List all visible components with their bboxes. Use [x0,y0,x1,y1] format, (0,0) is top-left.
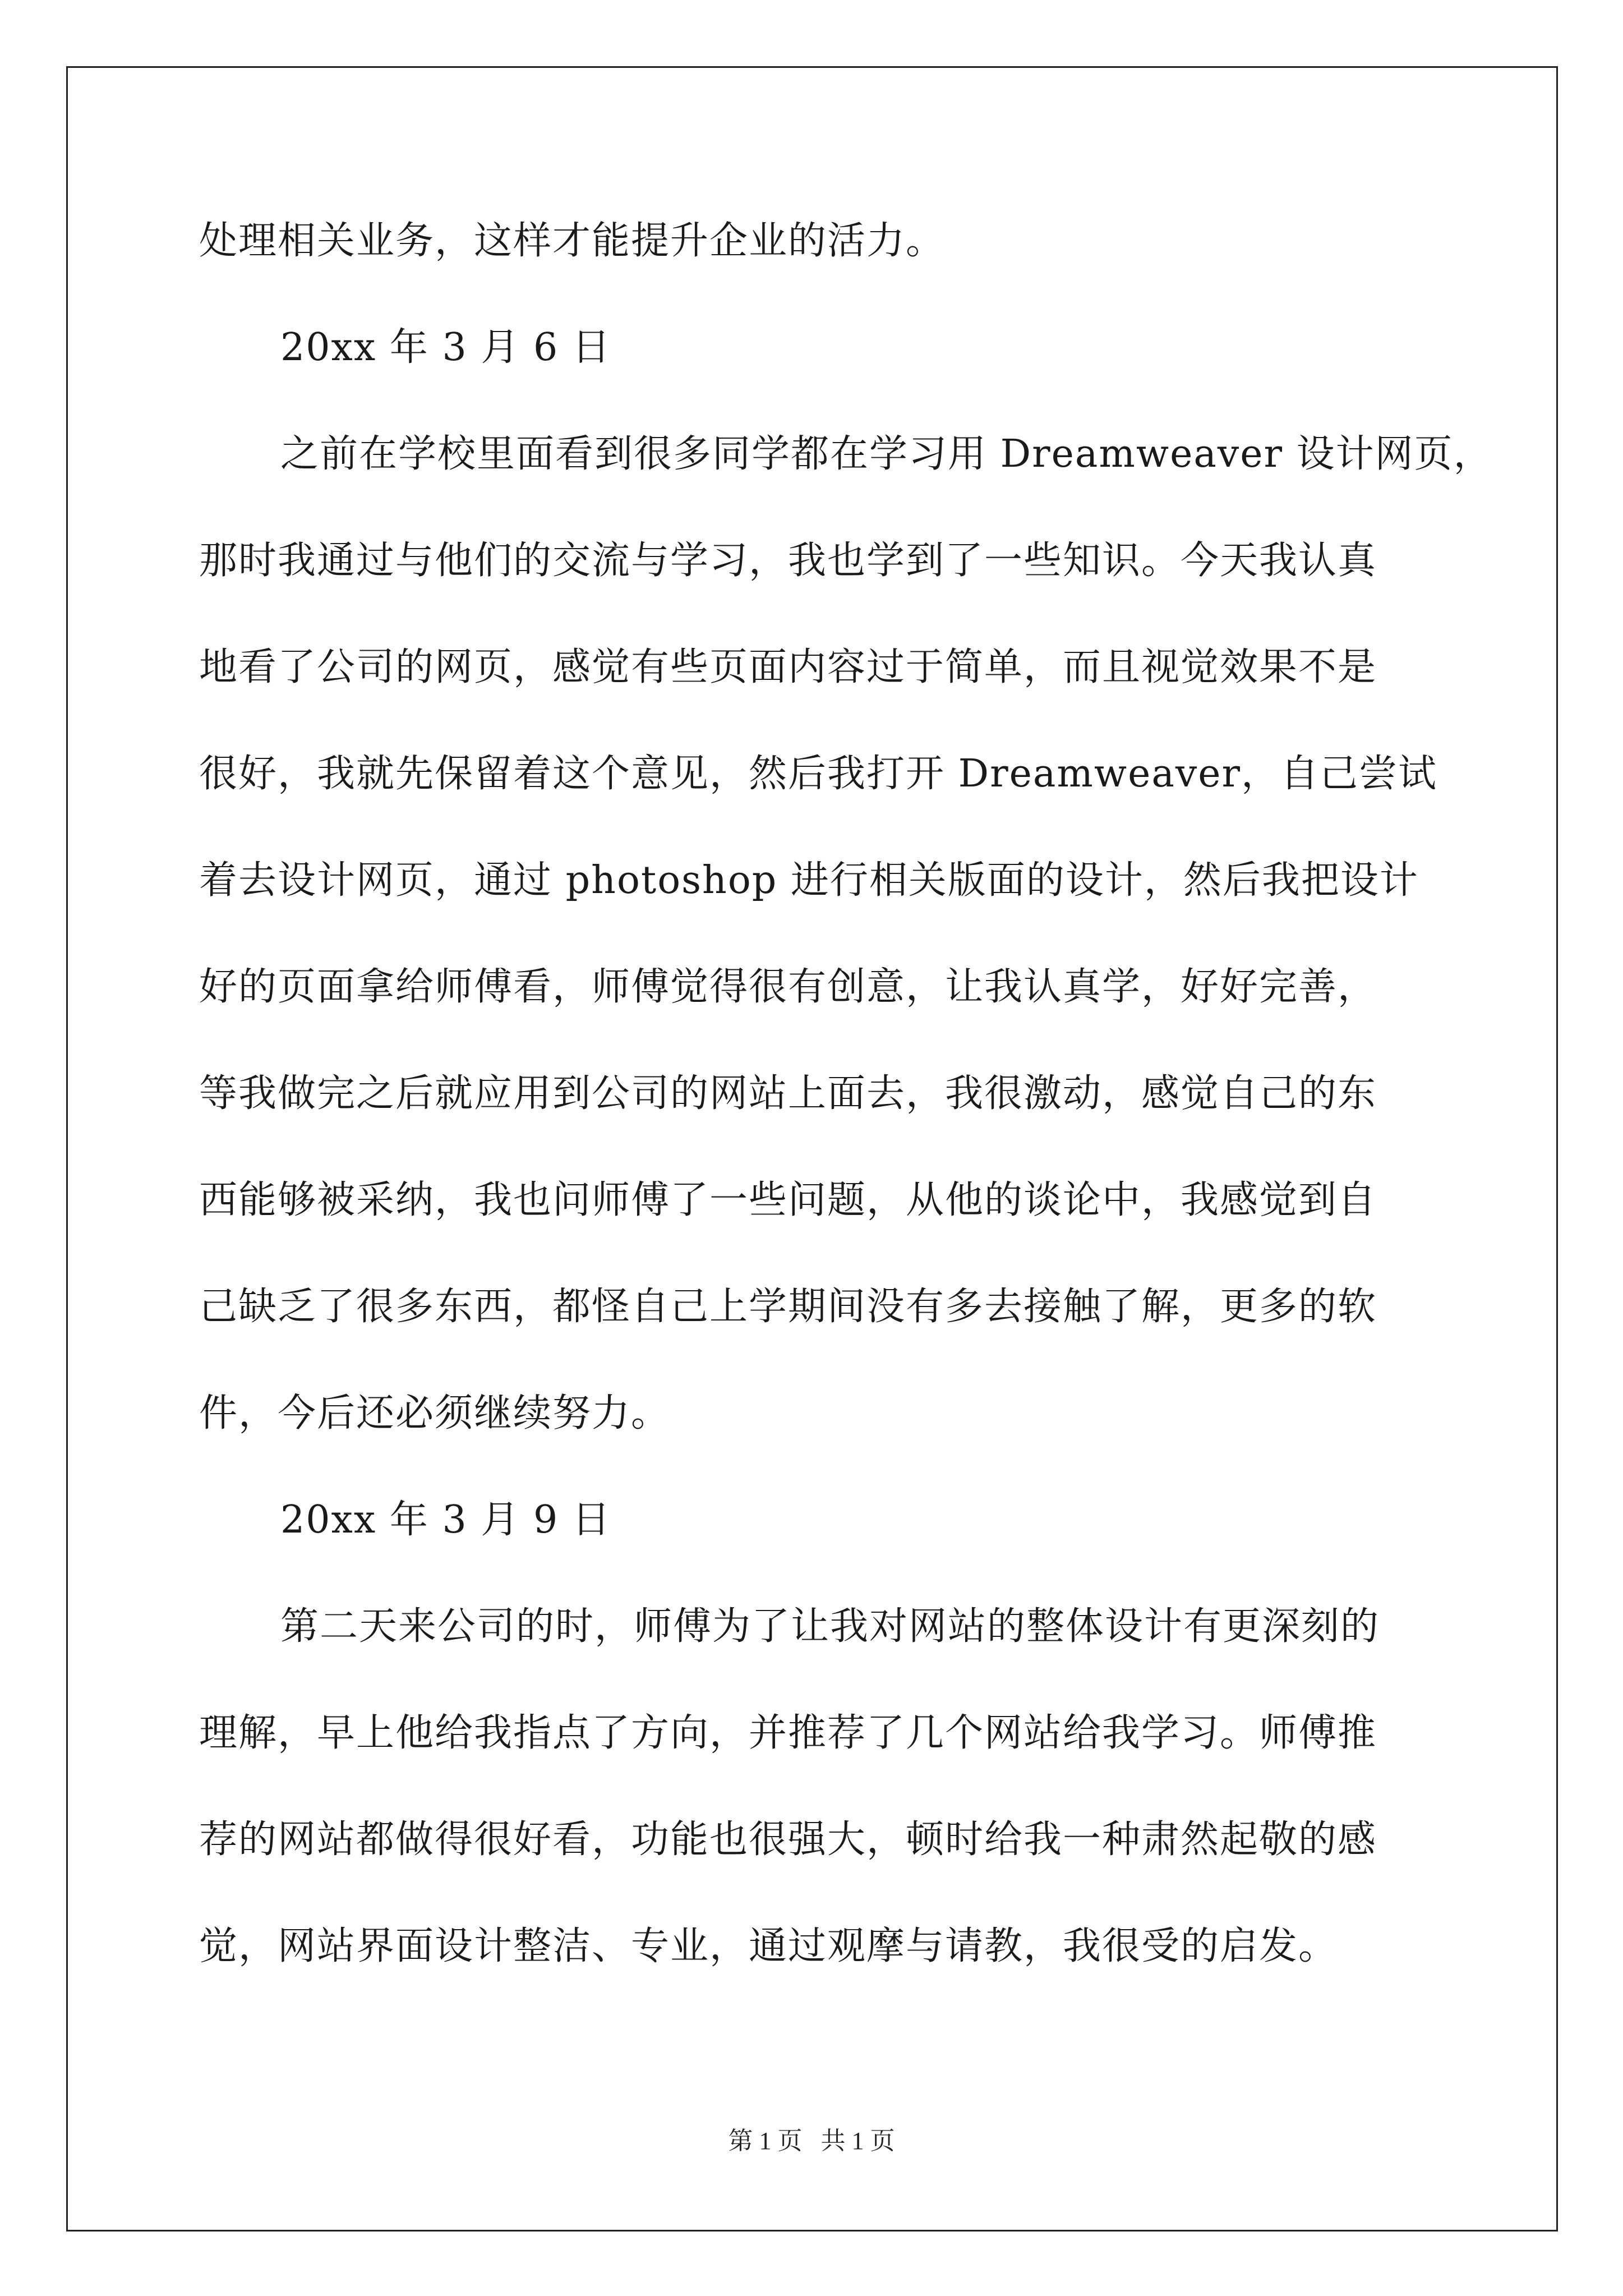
text-line: 着去设计网页，通过 photoshop 进行相关版面的设计，然后我把设计 [199,858,1419,903]
text-line: 荐的网站都做得很好看，功能也很强大，顿时给我一种肃然起敬的感 [199,1818,1377,1862]
text-line: 那时我通过与他们的交流与学习，我也学到了一些知识。今天我认真 [199,539,1377,583]
text-line: 觉，网站界面设计整洁、专业，通过观摩与请教，我很受的启发。 [199,1924,1338,1968]
text-line: 地看了公司的网页，感觉有些页面内容过于简单，而且视觉效果不是 [199,645,1377,689]
text-line: 等我做完之后就应用到公司的网站上面去，我很激动，感觉自己的东 [199,1071,1377,1116]
text-line: 理解，早上他给我指点了方向，并推荐了几个网站给我学习。师傅推 [199,1711,1377,1755]
page-number-footer: 第 1 页 共 1 页 [728,2127,895,2155]
paragraph-first-line: 第二天来公司的时，师傅为了让我对网站的整体设计有更深刻的 [280,1604,1380,1649]
date-heading: 20xx 年 3 月 6 日 [280,325,611,370]
page-border [66,66,1558,2231]
text-line: 很好，我就先保留着这个意见，然后我打开 Dreamweaver，自己尝试 [199,752,1438,796]
paragraph-first-line: 之前在学校里面看到很多同学都在学习用 Dreamweaver 设计网页， [280,432,1493,476]
text-line: 好的页面拿给师傅看，师傅觉得很有创意，让我认真学，好好完善， [199,965,1377,1009]
text-line: 件，今后还必须继续努力。 [199,1391,671,1435]
text-line: 西能够被采纳，我也问师傅了一些问题，从他的谈论中，我感觉到自 [199,1178,1377,1222]
text-line: 处理相关业务，这样才能提升企业的活力。 [199,219,946,263]
text-line: 己缺乏了很多东西，都怪自己上学期间没有多去接触了解，更多的软 [199,1285,1377,1329]
date-heading: 20xx 年 3 月 9 日 [280,1498,611,1542]
